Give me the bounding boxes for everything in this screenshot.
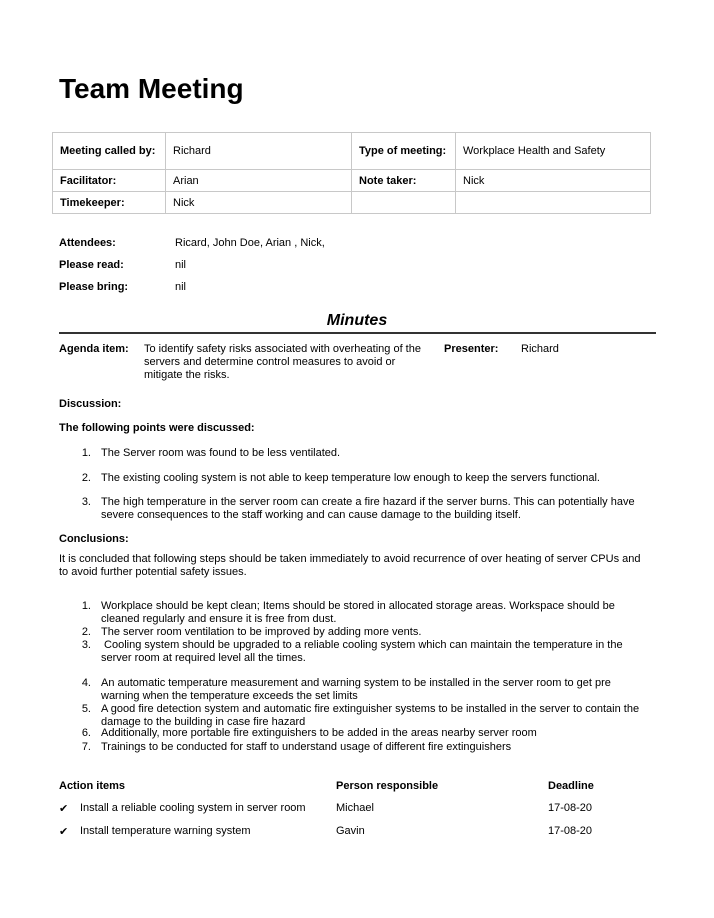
list-text-continued: damage to the building in case fire hazard — [101, 716, 306, 728]
list-text: The Server room was found to be less ventilated. — [101, 447, 341, 459]
info-row — [53, 192, 651, 214]
list-text-continued: warning when the temperature exceeds the set limits — [101, 690, 358, 702]
deadline: 17-08-20 — [548, 825, 593, 837]
please-bring-label: Please bring: — [59, 281, 129, 293]
action-item-text: Install a reliable cooling system in server room — [80, 802, 306, 814]
note-taker-label: Note taker: — [352, 170, 456, 192]
deadline-column-header: Deadline — [548, 780, 594, 792]
list-number: 6. — [81, 727, 91, 739]
person-responsible: Gavin — [336, 825, 365, 837]
meeting-info-table — [52, 132, 651, 214]
list-number: 1. — [81, 447, 91, 459]
called-by-label: Meeting called by: — [53, 133, 166, 170]
agenda-label: Agenda item: — [59, 343, 129, 355]
page-title: Team Meeting — [59, 73, 244, 104]
agenda-line: mitigate the risks. — [144, 369, 230, 381]
list-text-continued: cleaned regularly and ensure it is free from dust. — [101, 613, 337, 625]
list-number: 3. — [81, 496, 91, 508]
facilitator-value: Arian — [166, 170, 352, 192]
info-row — [53, 170, 651, 192]
discussion-label: Discussion: — [59, 398, 122, 410]
timekeeper-value: Nick — [166, 192, 352, 214]
list-text: The high temperature in the server room can create a fire hazard if the server burns. This can potentially have — [101, 496, 635, 508]
section-divider — [59, 332, 656, 334]
checkmark-icon: ✔ — [59, 803, 69, 815]
note-taker-value: Nick — [456, 170, 651, 192]
conclusions-text: It is concluded that following steps should be taken immediately to avoid recurrence of over heating of server CPUs and — [59, 553, 641, 565]
person-responsible: Michael — [336, 802, 374, 814]
please-bring-value: nil — [175, 281, 187, 293]
list-number: 2. — [81, 626, 91, 638]
conclusions-label: Conclusions: — [59, 533, 129, 545]
called-by-value: Richard — [166, 133, 352, 170]
points-heading: The following points were discussed: — [59, 422, 255, 434]
list-text: Trainings to be conducted for staff to understand usage of different fire extinguishers — [101, 741, 512, 753]
agenda-line: To identify safety risks associated with overheating of the — [144, 343, 421, 355]
meeting-type-label: Type of meeting: — [352, 133, 456, 170]
action-item-column-header: Action items — [59, 780, 126, 792]
list-number: 7. — [81, 741, 91, 753]
please-read-value: nil — [175, 259, 187, 271]
agenda-text — [144, 343, 421, 382]
list-text: Additionally, more portable fire extinguishers to be added in the areas nearby server room — [101, 727, 537, 739]
empty-cell — [352, 192, 456, 214]
deadline: 17-08-20 — [548, 802, 593, 814]
checkmark-icon: ✔ — [59, 826, 69, 838]
list-text: Workplace should be kept clean; Items should be stored in allocated storage areas. Workspace should be — [101, 600, 615, 612]
list-text-continued: severe consequences to the staff working and can cause damage to the building itself. — [101, 509, 521, 521]
facilitator-label: Facilitator: — [53, 170, 166, 192]
list-text: The existing cooling system is not able to keep temperature low enough to keep the servers functional. — [101, 472, 600, 484]
attendees-value: Ricard, John Doe, Arian , Nick, — [175, 237, 325, 249]
empty-cell — [456, 192, 651, 214]
minutes-heading: Minutes — [326, 312, 388, 329]
list-number: 3. — [81, 639, 91, 651]
conclusions-text: to avoid further potential safety issues. — [59, 566, 247, 578]
list-text: A good fire detection system and automatic fire extinguisher systems to be installed in the server to contain the — [101, 703, 640, 715]
list-number: 1. — [81, 600, 91, 612]
attendees-label: Attendees: — [59, 237, 116, 249]
list-number: 2. — [81, 472, 91, 484]
info-row — [53, 133, 651, 170]
list-text: An automatic temperature measurement and warning system to be installed in the server room to get pre — [101, 677, 611, 689]
timekeeper-label: Timekeeper: — [53, 192, 166, 214]
list-number: 4. — [81, 677, 91, 689]
agenda-line: servers and determine control measures to avoid or — [144, 356, 396, 368]
meeting-type-value: Workplace Health and Safety — [456, 133, 651, 170]
presenter-label: Presenter: — [444, 343, 499, 355]
list-text: The server room ventilation to be improved by adding more vents. — [101, 626, 422, 638]
person-column-header: Person responsible — [336, 780, 439, 792]
please-read-label: Please read: — [59, 259, 124, 271]
list-number: 5. — [81, 703, 91, 715]
list-text: Cooling system should be upgraded to a reliable cooling system which can maintain the temperature in the — [101, 639, 623, 651]
list-text-continued: server room at required level all the times. — [101, 652, 306, 664]
presenter-value: Richard — [521, 343, 559, 355]
action-item-text: Install temperature warning system — [80, 825, 251, 837]
